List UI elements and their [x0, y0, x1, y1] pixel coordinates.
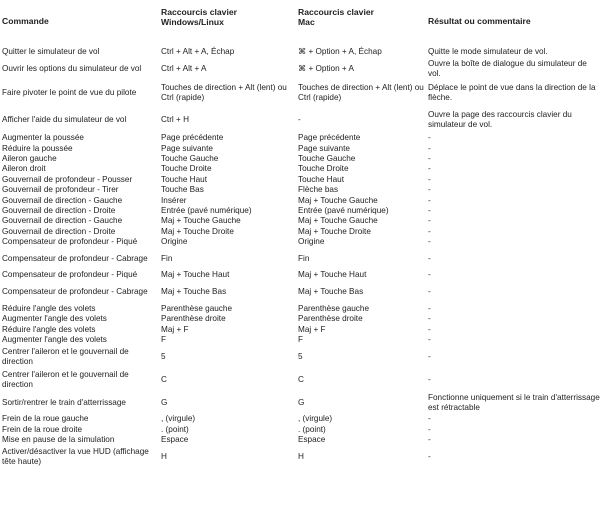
mac-shortcut-cell: Maj + Touche Gauche: [298, 195, 378, 205]
table-row: [0, 414, 600, 424]
table-row: [0, 44, 600, 59]
windows-shortcut-cell: Parenthèse droite: [161, 314, 226, 324]
result-cell: -: [428, 185, 431, 195]
table-row: [0, 247, 600, 270]
mac-shortcut-cell: Touches de direction + Alt (lent) ou Ctrl (rapide): [298, 82, 424, 102]
windows-shortcut-cell: Page suivante: [161, 143, 213, 153]
windows-shortcut-cell: Parenthèse gauche: [161, 303, 233, 313]
result-cell: -: [428, 270, 431, 280]
command-cell: Aileron gauche: [2, 153, 57, 163]
result-cell: -: [428, 351, 431, 361]
result-cell: -: [428, 164, 431, 174]
mac-shortcut-cell: Page suivante: [298, 143, 350, 153]
result-cell: -: [428, 153, 431, 163]
windows-shortcut-cell: Ctrl + Alt + A, Échap: [161, 46, 235, 56]
command-cell: Frein de la roue droite: [2, 424, 83, 434]
mac-shortcut-cell: Touche Gauche: [298, 153, 356, 163]
header-windows-linux: [161, 0, 298, 44]
header-result: Résultat ou commentaire: [428, 15, 531, 26]
windows-shortcut-cell: Entrée (pavé numérique): [161, 205, 252, 215]
command-cell: Frein de la roue gauche: [2, 414, 89, 424]
windows-shortcut-cell: Fin: [161, 253, 173, 263]
windows-shortcut-cell: 5: [161, 351, 166, 361]
result-cell: Quitte le mode simulateur de vol.: [428, 46, 548, 56]
windows-shortcut-cell: G: [161, 397, 168, 407]
command-cell: Réduire l'angle des volets: [2, 324, 96, 334]
mac-shortcut-cell: C: [298, 374, 304, 384]
result-cell: -: [428, 414, 431, 424]
command-cell: Centrer l'aileron et le gouvernail de direction: [2, 369, 129, 389]
table-row: [0, 227, 600, 237]
table-row: [0, 59, 600, 79]
mac-shortcut-cell: 5: [298, 351, 303, 361]
mac-shortcut-cell: . (point): [298, 424, 326, 434]
command-cell: Réduire l'angle des volets: [2, 303, 96, 313]
windows-shortcut-cell: Touche Bas: [161, 185, 204, 195]
header-mac-line2: Mac: [298, 17, 315, 27]
mac-shortcut-cell: Touche Droite: [298, 164, 349, 174]
mac-shortcut-cell: , (virgule): [298, 414, 333, 424]
command-cell: Gouvernail de profondeur - Pousser: [2, 174, 133, 184]
mac-shortcut-cell: Maj + F: [298, 324, 326, 334]
result-cell: -: [428, 324, 431, 334]
header-mac: [298, 0, 428, 44]
mac-shortcut-cell: H: [298, 451, 304, 461]
header-windows-line1: Raccourcis clavier: [161, 7, 237, 17]
windows-shortcut-cell: Espace: [161, 435, 189, 445]
windows-shortcut-cell: . (point): [161, 424, 189, 434]
result-cell: -: [428, 435, 431, 445]
command-cell: Compensateur de profondeur - Cabrage: [2, 253, 148, 263]
command-cell: Afficher l'aide du simulateur de vol: [2, 114, 127, 124]
result-cell: -: [428, 237, 431, 247]
command-cell: Réduire la poussée: [2, 143, 73, 153]
table-row: [0, 281, 600, 304]
result-cell: -: [428, 143, 431, 153]
header-row: [0, 0, 600, 44]
table-row: [0, 237, 600, 247]
result-cell: -: [428, 451, 431, 461]
table-row: [0, 368, 600, 391]
windows-shortcut-cell: Maj + Touche Bas: [161, 287, 227, 297]
result-cell: -: [428, 205, 431, 215]
table-row: [0, 445, 600, 468]
table-row: [0, 314, 600, 324]
table-row: [0, 391, 600, 414]
table-row: [0, 79, 600, 106]
mac-shortcut-cell: ⌘ + Option + A, Échap: [298, 46, 382, 56]
windows-shortcut-cell: Page précédente: [161, 133, 224, 143]
mac-shortcut-cell: F: [298, 335, 304, 345]
mac-shortcut-cell: Touche Haut: [298, 174, 344, 184]
result-cell: -: [428, 335, 431, 345]
result-cell: -: [428, 226, 431, 236]
command-cell: Centrer l'aileron et le gouvernail de direction: [2, 346, 129, 366]
result-cell: -: [428, 216, 431, 226]
windows-shortcut-cell: C: [161, 374, 167, 384]
windows-shortcut-cell: Origine: [161, 237, 188, 247]
mac-shortcut-cell: Maj + Touche Droite: [298, 226, 371, 236]
mac-shortcut-cell: Fin: [298, 253, 310, 263]
table-row: [0, 216, 600, 226]
result-cell: -: [428, 374, 431, 384]
windows-shortcut-cell: H: [161, 451, 167, 461]
command-cell: Augmenter la poussée: [2, 133, 84, 143]
mac-shortcut-cell: Maj + Touche Haut: [298, 270, 367, 280]
mac-shortcut-cell: G: [298, 397, 305, 407]
result-cell: -: [428, 253, 431, 263]
table-row: [0, 154, 600, 164]
windows-shortcut-cell: Touche Gauche: [161, 153, 219, 163]
table-row: [0, 345, 600, 368]
table-row: [0, 270, 600, 280]
table-row: [0, 206, 600, 216]
table-row: [0, 185, 600, 195]
table-row: [0, 304, 600, 314]
result-cell: -: [428, 424, 431, 434]
result-cell: Fonctionne uniquement si le train d'atterrissage est rétractable: [428, 392, 600, 412]
result-cell: Déplace le point de vue dans la direction de la flèche.: [428, 82, 596, 102]
result-cell: -: [428, 174, 431, 184]
table-row: [0, 324, 600, 334]
windows-shortcut-cell: Touches de direction + Alt (lent) ou Ctrl (rapide): [161, 82, 287, 102]
table-row: [0, 195, 600, 205]
windows-shortcut-cell: Maj + Touche Gauche: [161, 216, 241, 226]
result-cell: -: [428, 287, 431, 297]
table-row: [0, 106, 600, 133]
mac-shortcut-cell: Maj + Touche Gauche: [298, 216, 378, 226]
mac-shortcut-cell: Parenthèse droite: [298, 314, 363, 324]
result-cell: -: [428, 303, 431, 313]
mac-shortcut-cell: Espace: [298, 435, 326, 445]
windows-shortcut-cell: Touche Haut: [161, 174, 207, 184]
result-cell: Ouvre la page des raccourcis clavier du simulateur de vol.: [428, 109, 572, 129]
table-row: [0, 133, 600, 143]
windows-shortcut-cell: Touche Droite: [161, 164, 212, 174]
result-cell: -: [428, 314, 431, 324]
mac-shortcut-cell: Parenthèse gauche: [298, 303, 370, 313]
header-windows-line2: Windows/Linux: [161, 17, 224, 27]
windows-shortcut-cell: Insérer: [161, 195, 187, 205]
command-cell: Mise en pause de la simulation: [2, 435, 115, 445]
command-cell: Compensateur de profondeur - Piqué: [2, 237, 138, 247]
command-cell: Quitter le simulateur de vol: [2, 46, 100, 56]
command-cell: Gouvernail de direction - Droite: [2, 205, 116, 215]
command-cell: Augmenter l'angle des volets: [2, 314, 107, 324]
windows-shortcut-cell: F: [161, 335, 167, 345]
header-mac-line1: Raccourcis clavier: [298, 7, 374, 17]
result-cell: -: [428, 133, 431, 143]
mac-shortcut-cell: Origine: [298, 237, 325, 247]
mac-shortcut-cell: ⌘ + Option + A: [298, 64, 354, 73]
table-row: [0, 164, 600, 174]
windows-shortcut-cell: Ctrl + Alt + A: [161, 64, 207, 73]
command-cell: Gouvernail de direction - Gauche: [2, 195, 123, 205]
table-row: [0, 143, 600, 153]
windows-shortcut-cell: Maj + Touche Haut: [161, 270, 230, 280]
mac-shortcut-cell: Entrée (pavé numérique): [298, 205, 389, 215]
mac-shortcut-cell: Flèche bas: [298, 185, 339, 195]
command-cell: Compensateur de profondeur - Piqué: [2, 270, 138, 280]
table-row: [0, 175, 600, 185]
command-cell: Sortir/rentrer le train d'atterrissage: [2, 397, 126, 407]
result-cell: Ouvre la boîte de dialogue du simulateur de vol.: [428, 59, 587, 78]
command-cell: Aileron droit: [2, 164, 46, 174]
windows-shortcut-cell: Ctrl + H: [161, 114, 189, 124]
windows-shortcut-cell: Maj + Touche Droite: [161, 226, 234, 236]
mac-shortcut-cell: -: [298, 114, 301, 124]
table-row: [0, 425, 600, 435]
command-cell: Ouvrir les options du simulateur de vol: [2, 64, 142, 73]
command-cell: Augmenter l'angle des volets: [2, 335, 107, 345]
command-cell: Compensateur de profondeur - Cabrage: [2, 287, 148, 297]
command-cell: Gouvernail de profondeur - Tirer: [2, 185, 119, 195]
table-row: [0, 435, 600, 445]
command-cell: Gouvernail de direction - Gauche: [2, 216, 123, 226]
mac-shortcut-cell: Maj + Touche Bas: [298, 287, 364, 297]
command-cell: Gouvernail de direction - Droite: [2, 226, 116, 236]
windows-shortcut-cell: Maj + F: [161, 324, 189, 334]
result-cell: -: [428, 195, 431, 205]
command-cell: Activer/désactiver la vue HUD (affichage tête haute): [2, 446, 149, 466]
mac-shortcut-cell: Page précédente: [298, 133, 361, 143]
command-cell: Faire pivoter le point de vue du pilote: [2, 87, 137, 97]
table-row: [0, 335, 600, 345]
header-command: Commande: [2, 15, 49, 26]
windows-shortcut-cell: , (virgule): [161, 414, 196, 424]
